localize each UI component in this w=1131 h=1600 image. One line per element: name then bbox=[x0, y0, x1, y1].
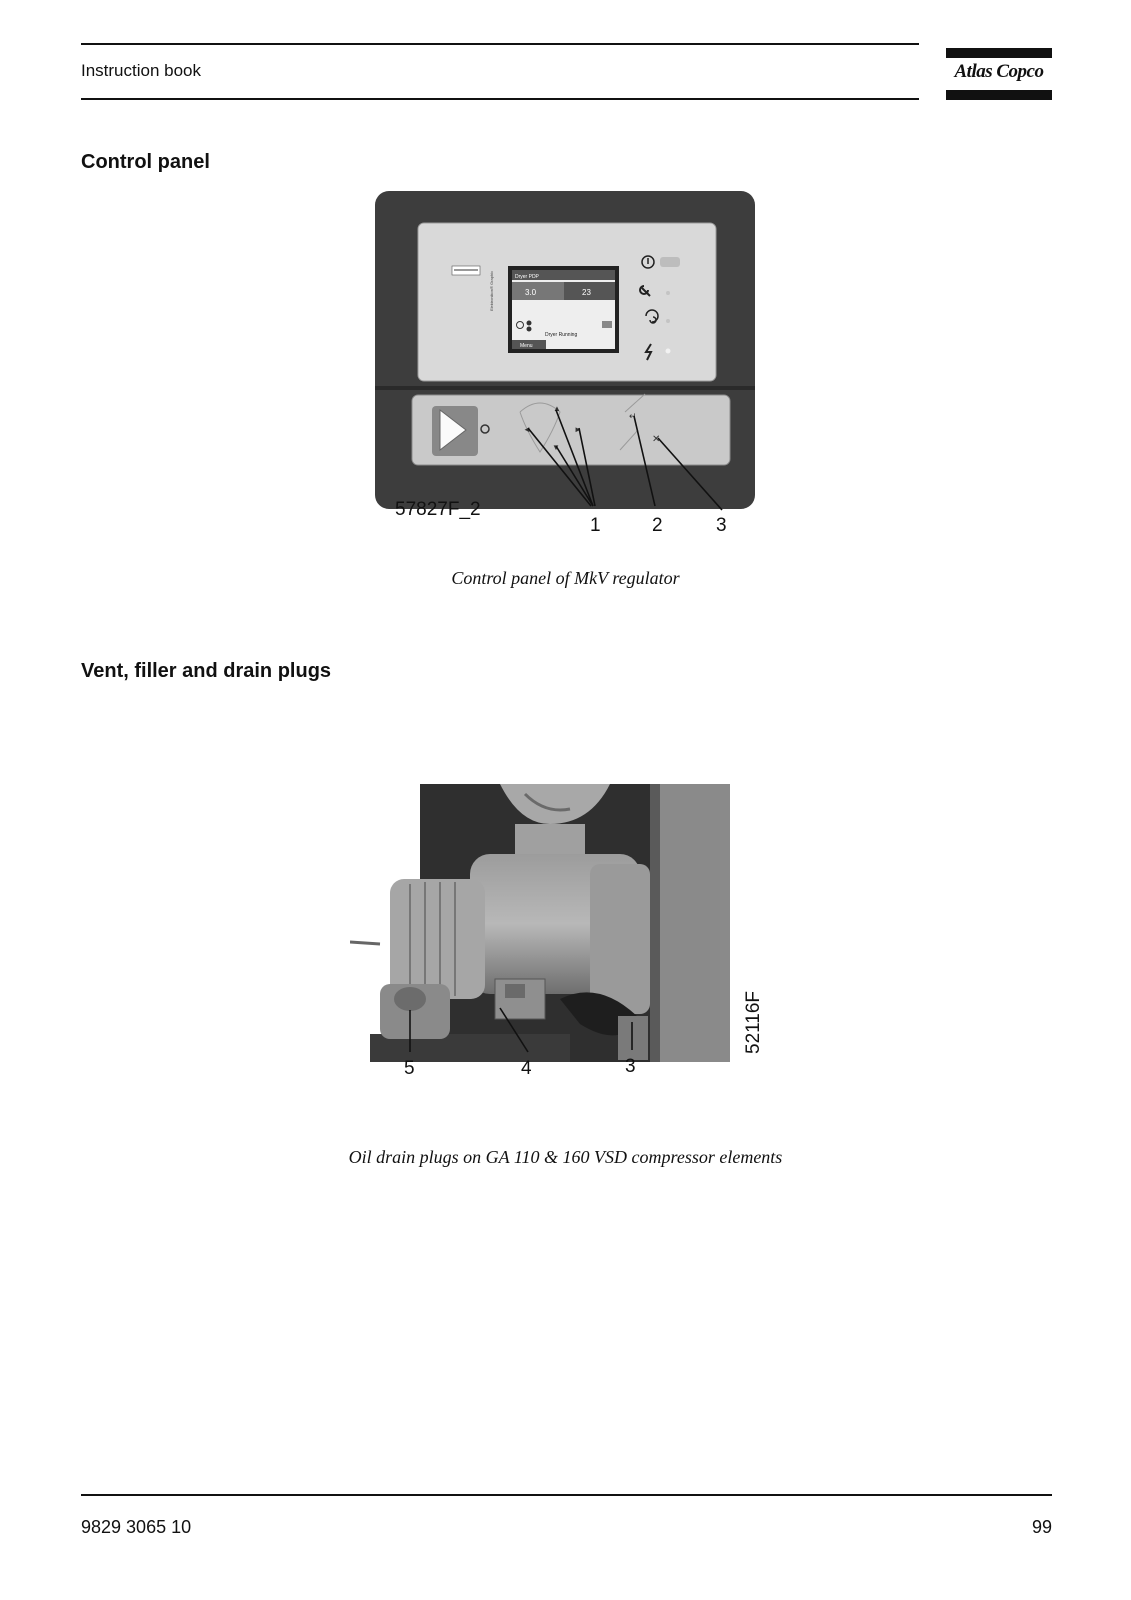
figure-caption-drain-plugs: Oil drain plugs on GA 110 & 160 VSD compressor elements bbox=[348, 1147, 783, 1167]
section-heading-control-panel: Control panel bbox=[81, 151, 210, 173]
arrow-up-icon: ▲ bbox=[553, 404, 561, 413]
drain-plug-5 bbox=[394, 987, 426, 1011]
arrow-left-icon: ◄ bbox=[523, 425, 531, 434]
enter-button-icon: ↵ bbox=[629, 411, 637, 421]
header-bottom-rule bbox=[81, 98, 919, 100]
compressor-photo-figure bbox=[350, 784, 800, 1104]
svg-text:Elektronikon® Graphic: Elektronikon® Graphic bbox=[489, 270, 494, 311]
svg-text:23: 23 bbox=[582, 288, 591, 297]
figure-caption-control-panel: Control panel of MkV regulator bbox=[451, 568, 680, 588]
figure-code-52116f: 52116F bbox=[743, 990, 764, 1054]
footer-page-number: 99 bbox=[1031, 1517, 1052, 1537]
atlas-copco-logo: Atlas Copco bbox=[946, 48, 1052, 100]
callout-5: 5 bbox=[404, 1058, 415, 1079]
svg-text:Menu: Menu bbox=[520, 343, 533, 349]
header-title: Instruction book bbox=[81, 61, 202, 80]
figure-code-57827f: 57827F_2 bbox=[395, 499, 481, 520]
footer-doc-number: 9829 3065 10 bbox=[81, 1517, 192, 1537]
svg-text:3.0: 3.0 bbox=[525, 288, 537, 297]
svg-text:Dryer PDP: Dryer PDP bbox=[515, 274, 539, 280]
callout-4: 4 bbox=[521, 1058, 532, 1079]
section-heading-plugs: Vent, filler and drain plugs bbox=[81, 660, 332, 682]
escape-button-icon: ✕ bbox=[652, 434, 661, 445]
callout-3: 3 bbox=[716, 515, 727, 536]
svg-text:Dryer Running: Dryer Running bbox=[545, 332, 578, 338]
callout-1: 1 bbox=[590, 515, 601, 536]
gear-casing bbox=[390, 879, 485, 999]
callout-2: 2 bbox=[652, 515, 663, 536]
footer-rule bbox=[81, 1494, 1052, 1496]
arrow-down-icon: ▼ bbox=[552, 443, 560, 452]
drain-plug-3 bbox=[618, 1016, 648, 1060]
arrow-right-icon: ► bbox=[574, 425, 582, 434]
header-top-rule bbox=[81, 43, 919, 45]
callout-3b: 3 bbox=[625, 1056, 636, 1077]
control-panel-figure bbox=[370, 188, 770, 550]
